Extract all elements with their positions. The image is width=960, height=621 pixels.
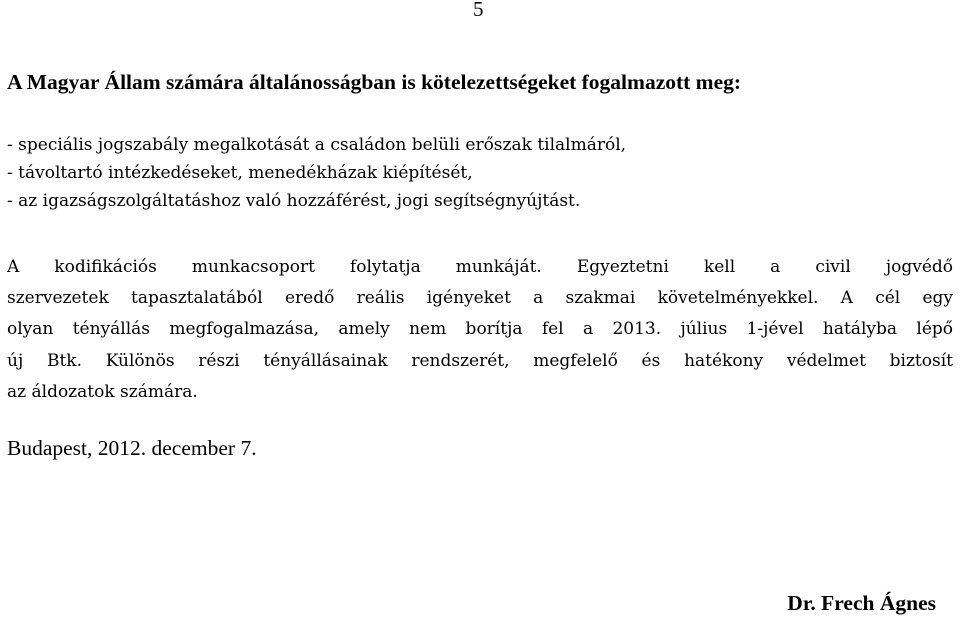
paragraph-line: az áldozatok számára. — [7, 381, 198, 402]
body-paragraph — [7, 252, 953, 408]
page-number: 5 — [473, 0, 484, 21]
list-item: - távoltartó intézkedéseket, menedékházak kiépítését, — [7, 163, 473, 183]
paragraph-line: olyan tényállás megfogalmazása, amely nem borítja fel a 2013. július 1-jével hatályba lépő — [7, 319, 953, 340]
section-heading: A Magyar Állam számára általánosságban is kötelezettségeket fogalmazott meg: — [7, 70, 742, 94]
dateline: Budapest, 2012. december 7. — [7, 436, 257, 460]
paragraph-line: új Btk. Különös részi tényállásainak rendszerét, megfelelő és hatékony védelmet biztosít — [7, 350, 953, 371]
obligations-list — [7, 131, 626, 215]
paragraph-line: szervezetek tapasztalatából eredő reális igényeket a szakmai követelményekkel. A cél egy — [7, 288, 953, 309]
paragraph-line: A kodifikációs munkacsoport folytatja munkáját. Egyeztetni kell a civil jogvédő — [7, 257, 953, 277]
list-item: - az igazságszolgáltatáshoz való hozzáférést, jogi segítségnyújtást. — [7, 191, 581, 211]
signature: Dr. Frech Ágnes — [787, 591, 936, 615]
list-item: - speciális jogszabály megalkotását a családon belüli erőszak tilalmáról, — [7, 135, 627, 155]
